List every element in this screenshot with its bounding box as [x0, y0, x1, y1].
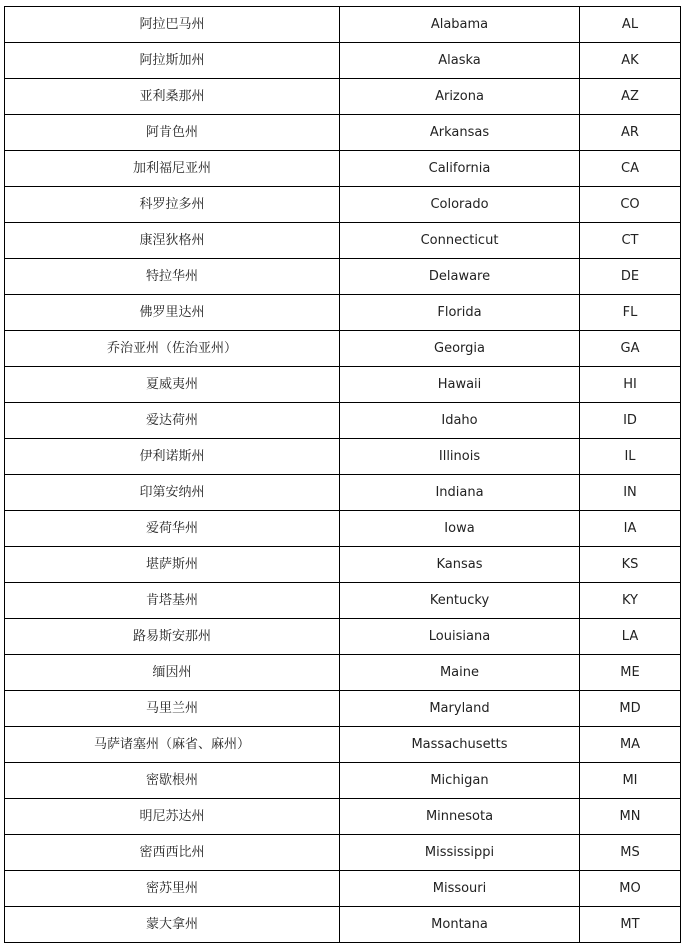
- state-english-name: Montana: [340, 907, 580, 943]
- state-english-name: Arkansas: [340, 115, 580, 151]
- state-abbreviation: AZ: [580, 79, 681, 115]
- table-row: [5, 835, 681, 871]
- table-row: [5, 43, 681, 79]
- state-abbreviation: LA: [580, 619, 681, 655]
- table-row: [5, 259, 681, 295]
- state-chinese-name: 阿拉巴马州: [5, 7, 340, 43]
- state-english-name: Michigan: [340, 763, 580, 799]
- state-abbreviation: AR: [580, 115, 681, 151]
- state-abbreviation: IN: [580, 475, 681, 511]
- state-english-name: Connecticut: [340, 223, 580, 259]
- table-row: [5, 871, 681, 907]
- state-english-name: Minnesota: [340, 799, 580, 835]
- state-chinese-name: 密苏里州: [5, 871, 340, 907]
- state-chinese-name: 马里兰州: [5, 691, 340, 727]
- state-english-name: Massachusetts: [340, 727, 580, 763]
- state-english-name: Arizona: [340, 79, 580, 115]
- state-abbreviation: KS: [580, 547, 681, 583]
- state-abbreviation: MA: [580, 727, 681, 763]
- state-english-name: Kentucky: [340, 583, 580, 619]
- state-chinese-name: 康涅狄格州: [5, 223, 340, 259]
- state-abbreviation: IA: [580, 511, 681, 547]
- state-chinese-name: 密西西比州: [5, 835, 340, 871]
- state-abbreviation: MI: [580, 763, 681, 799]
- table-row: [5, 547, 681, 583]
- state-english-name: Missouri: [340, 871, 580, 907]
- state-abbreviation: AL: [580, 7, 681, 43]
- state-abbreviation: HI: [580, 367, 681, 403]
- state-chinese-name: 加利福尼亚州: [5, 151, 340, 187]
- table-row: [5, 907, 681, 943]
- state-abbreviation: CO: [580, 187, 681, 223]
- state-english-name: Idaho: [340, 403, 580, 439]
- state-chinese-name: 路易斯安那州: [5, 619, 340, 655]
- state-chinese-name: 科罗拉多州: [5, 187, 340, 223]
- state-abbreviation: MS: [580, 835, 681, 871]
- state-english-name: Mississippi: [340, 835, 580, 871]
- table-body: [5, 7, 681, 943]
- state-english-name: Georgia: [340, 331, 580, 367]
- table-row: [5, 475, 681, 511]
- state-english-name: Louisiana: [340, 619, 580, 655]
- state-english-name: California: [340, 151, 580, 187]
- state-english-name: Maryland: [340, 691, 580, 727]
- state-english-name: Alaska: [340, 43, 580, 79]
- table-row: [5, 691, 681, 727]
- state-chinese-name: 肯塔基州: [5, 583, 340, 619]
- table-row: [5, 439, 681, 475]
- state-chinese-name: 明尼苏达州: [5, 799, 340, 835]
- state-chinese-name: 印第安纳州: [5, 475, 340, 511]
- state-abbreviation: MN: [580, 799, 681, 835]
- state-chinese-name: 阿肯色州: [5, 115, 340, 151]
- table-row: [5, 331, 681, 367]
- state-abbreviation: CT: [580, 223, 681, 259]
- state-chinese-name: 乔治亚州（佐治亚州）: [5, 331, 340, 367]
- table-row: [5, 151, 681, 187]
- state-chinese-name: 夏威夷州: [5, 367, 340, 403]
- table-row: [5, 403, 681, 439]
- state-chinese-name: 堪萨斯州: [5, 547, 340, 583]
- table-row: [5, 727, 681, 763]
- state-abbreviation: ID: [580, 403, 681, 439]
- state-chinese-name: 阿拉斯加州: [5, 43, 340, 79]
- table-row: [5, 223, 681, 259]
- state-chinese-name: 蒙大拿州: [5, 907, 340, 943]
- state-chinese-name: 爱荷华州: [5, 511, 340, 547]
- state-abbreviation: GA: [580, 331, 681, 367]
- table-row: [5, 799, 681, 835]
- state-english-name: Colorado: [340, 187, 580, 223]
- state-english-name: Hawaii: [340, 367, 580, 403]
- table-row: [5, 367, 681, 403]
- state-chinese-name: 缅因州: [5, 655, 340, 691]
- table-row: [5, 79, 681, 115]
- state-english-name: Maine: [340, 655, 580, 691]
- state-english-name: Illinois: [340, 439, 580, 475]
- table-row: [5, 511, 681, 547]
- state-abbreviation: FL: [580, 295, 681, 331]
- state-english-name: Indiana: [340, 475, 580, 511]
- us-states-table-container: [4, 6, 680, 943]
- state-chinese-name: 密歇根州: [5, 763, 340, 799]
- state-abbreviation: CA: [580, 151, 681, 187]
- state-chinese-name: 佛罗里达州: [5, 295, 340, 331]
- state-chinese-name: 特拉华州: [5, 259, 340, 295]
- state-english-name: Alabama: [340, 7, 580, 43]
- table-row: [5, 619, 681, 655]
- table-row: [5, 295, 681, 331]
- table-row: [5, 763, 681, 799]
- table-row: [5, 655, 681, 691]
- state-abbreviation: IL: [580, 439, 681, 475]
- state-chinese-name: 亚利桑那州: [5, 79, 340, 115]
- table-row: [5, 583, 681, 619]
- state-abbreviation: MT: [580, 907, 681, 943]
- state-english-name: Iowa: [340, 511, 580, 547]
- table-row: [5, 7, 681, 43]
- state-chinese-name: 马萨诸塞州（麻省、麻州）: [5, 727, 340, 763]
- state-abbreviation: KY: [580, 583, 681, 619]
- state-abbreviation: AK: [580, 43, 681, 79]
- state-abbreviation: MD: [580, 691, 681, 727]
- table-row: [5, 115, 681, 151]
- state-abbreviation: MO: [580, 871, 681, 907]
- state-abbreviation: DE: [580, 259, 681, 295]
- state-chinese-name: 伊利诺斯州: [5, 439, 340, 475]
- state-english-name: Florida: [340, 295, 580, 331]
- state-english-name: Kansas: [340, 547, 580, 583]
- state-abbreviation: ME: [580, 655, 681, 691]
- state-chinese-name: 爱达荷州: [5, 403, 340, 439]
- state-english-name: Delaware: [340, 259, 580, 295]
- table-row: [5, 187, 681, 223]
- us-states-table: [4, 6, 681, 943]
